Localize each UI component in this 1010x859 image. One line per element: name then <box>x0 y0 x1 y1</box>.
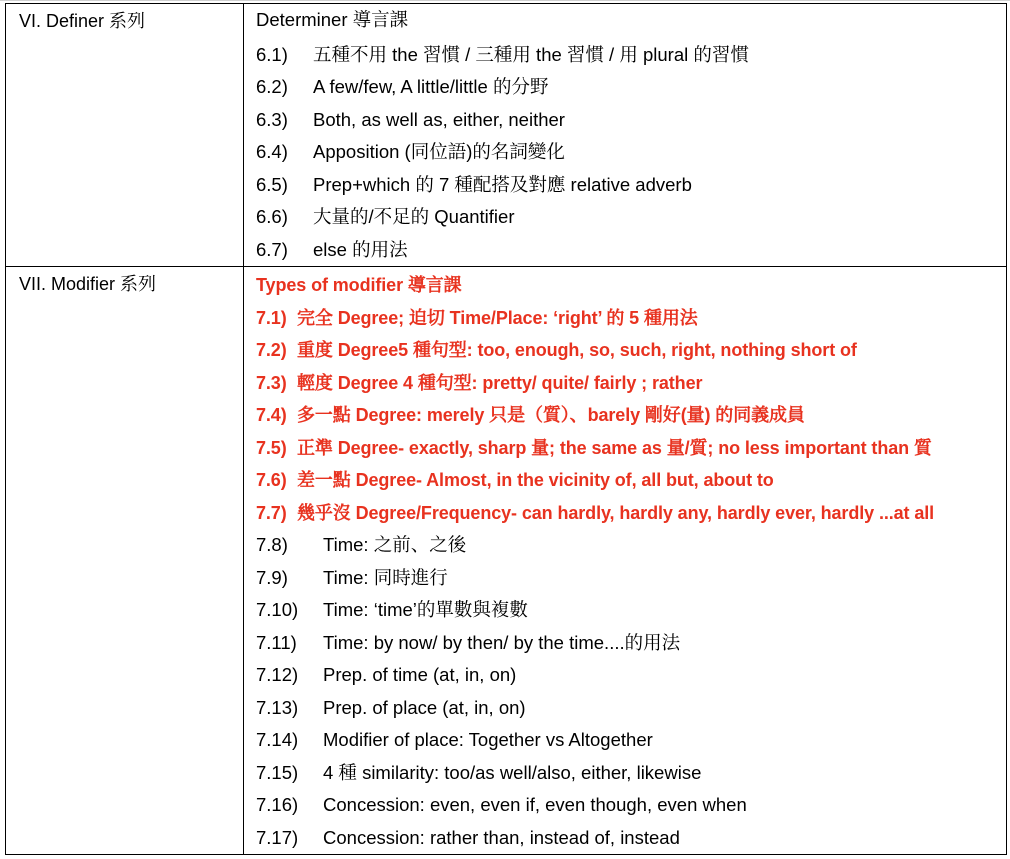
list-item <box>256 39 1006 72</box>
item-number: 6.5) <box>256 173 288 195</box>
item-number: 7.11) <box>256 631 297 653</box>
item-text: 大量的/不足的 Quantifier <box>313 206 515 227</box>
highlighted-list-item <box>256 399 1006 432</box>
item-number: 6.3) <box>256 108 288 130</box>
item-text: 五種不用 the 習慣 / 三種用 the 習慣 / 用 plural 的習慣 <box>313 43 749 65</box>
item-text: 完全 Degree; 迫切 Time/Place: ‘right’ 的 5 種用法 <box>297 307 698 328</box>
item-number: 7.3) <box>256 372 287 393</box>
item-number: 7.2) <box>256 340 287 360</box>
item-text: Prep. of place (at, in, on) <box>323 696 526 718</box>
lessons-cell <box>244 267 1007 855</box>
highlighted-list-item <box>256 497 1006 530</box>
item-number: 7.16) <box>256 794 299 815</box>
item-number: 7.14) <box>256 729 299 750</box>
item-text: Modifier of place: Together vs Altogether <box>323 729 653 750</box>
highlighted-list-item <box>256 464 1006 497</box>
list-item <box>256 71 1006 104</box>
item-text: 幾乎沒 Degree/Frequency- can hardly, hardly any, hardly ever, hardly ...at all <box>297 502 935 523</box>
list-item <box>256 692 1006 725</box>
series-cell: VII. Modifier 系列 <box>6 267 244 855</box>
highlighted-list-item <box>256 334 1006 367</box>
list-item <box>256 757 1006 790</box>
item-text: Time: ‘time’的單數與複數 <box>323 599 528 620</box>
list-item <box>256 234 1006 267</box>
list-item <box>256 201 1006 234</box>
item-text: Time: 同時進行 <box>323 566 448 588</box>
list-item <box>256 789 1006 822</box>
syllabus-table <box>5 3 1007 855</box>
item-text: Apposition (同位語)的名詞變化 <box>313 141 565 162</box>
list-item <box>256 136 1006 169</box>
item-text: Prep. of time (at, in, on) <box>323 664 517 685</box>
item-number: 7.9) <box>256 566 288 588</box>
item-number: 7.4) <box>256 405 287 425</box>
list-item <box>256 104 1006 137</box>
section-heading: Determiner 導言課 <box>256 9 409 30</box>
item-number: 6.1) <box>256 43 288 65</box>
table-row-modifier <box>6 267 1007 855</box>
item-text: Both, as well as, either, neither <box>313 108 565 130</box>
item-number: 6.2) <box>256 76 288 97</box>
list-item <box>256 724 1006 757</box>
highlighted-list-item <box>256 367 1006 400</box>
item-number: 7.8) <box>256 534 288 555</box>
list-item <box>256 627 1006 660</box>
table-row-definer <box>6 4 1007 267</box>
list-item <box>256 659 1006 692</box>
item-number: 6.4) <box>256 141 288 162</box>
highlighted-list-item <box>256 302 1006 335</box>
item-number: 7.6) <box>256 470 287 490</box>
item-text: 輕度 Degree 4 種句型: pretty/ quite/ fairly ; rather <box>297 372 703 393</box>
list-item <box>256 562 1006 595</box>
item-text: 差一點 Degree- Almost, in the vicinity of, all but, about to <box>297 470 774 490</box>
item-text: Time: 之前、之後 <box>323 534 467 555</box>
series-cell: VI. Definer 系列 <box>6 4 244 267</box>
item-text: 正準 Degree- exactly, sharp 量; the same as 量/質; no less important than 質 <box>297 437 932 458</box>
section-heading: Types of modifier 導言課 <box>256 275 462 295</box>
item-number: 7.1) <box>256 307 287 328</box>
item-number: 6.7) <box>256 238 288 260</box>
item-number: 7.10) <box>256 599 299 620</box>
highlighted-list-item <box>256 432 1006 465</box>
item-number: 7.7) <box>256 502 287 523</box>
item-number: 6.6) <box>256 206 288 227</box>
item-text: A few/few, A little/little 的分野 <box>313 76 549 97</box>
item-text: 重度 Degree5 種句型: too, enough, so, such, right, nothing short of <box>297 340 857 360</box>
item-text: 4 種 similarity: too/as well/also, either, likewise <box>323 761 702 783</box>
list-item <box>256 594 1006 627</box>
item-text: 多一點 Degree: merely 只是（質）、barely 剛好(量) 的同義成員 <box>297 405 805 425</box>
item-text: else 的用法 <box>313 238 408 260</box>
list-item <box>256 822 1006 855</box>
list-item <box>256 529 1006 562</box>
lessons-cell <box>244 4 1007 267</box>
item-text: Prep+which 的 7 種配搭及對應 relative adverb <box>313 173 692 195</box>
item-number: 7.15) <box>256 761 299 783</box>
item-number: 7.17) <box>256 826 299 848</box>
item-text: Concession: even, even if, even though, even when <box>323 794 747 815</box>
item-text: Time: by now/ by then/ by the time....的用法 <box>323 631 681 653</box>
item-text: Concession: rather than, instead of, instead <box>323 826 680 848</box>
item-number: 7.5) <box>256 437 287 458</box>
list-item <box>256 169 1006 202</box>
item-number: 7.12) <box>256 664 299 685</box>
item-number: 7.13) <box>256 696 299 718</box>
